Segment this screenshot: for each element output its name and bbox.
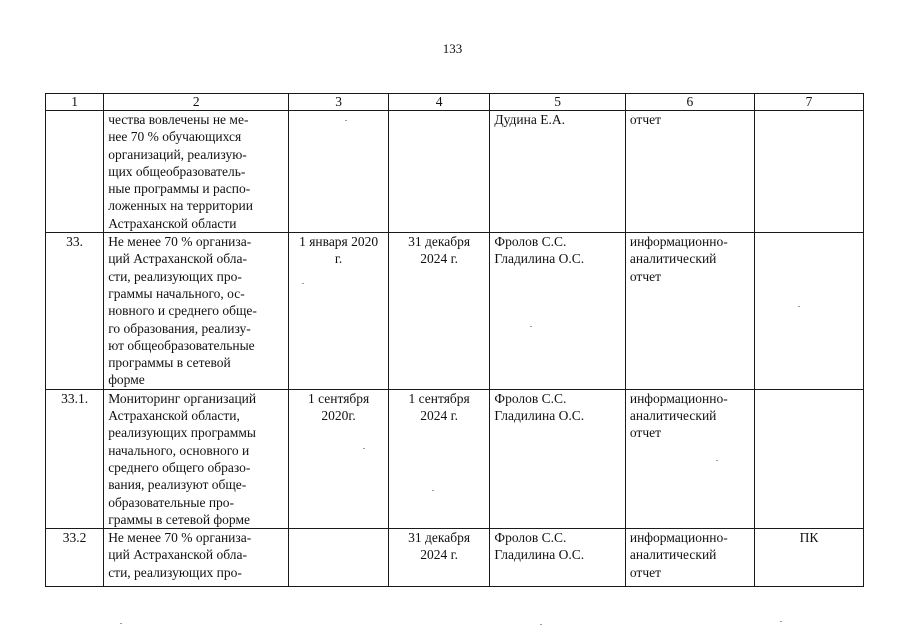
cell-text-line: ют общеобразовательные: [108, 337, 255, 353]
cell-description: [104, 233, 289, 390]
column-header-4: 4: [388, 94, 490, 111]
cell-number: 33.2: [46, 529, 104, 587]
cell-text-line: реализующих программы: [108, 425, 256, 441]
cell-result-form: [625, 529, 754, 587]
cell-text-line: Не менее 70 % организа-: [108, 530, 252, 546]
cell-responsible: [490, 389, 625, 528]
cell-text-line: информационно-: [629, 530, 728, 546]
cell-text-line: граммы начального, ос-: [108, 285, 245, 301]
cell-text-line: ций Астраханской обла-: [108, 547, 247, 563]
cell-text-line: щих общеобразователь-: [108, 163, 246, 179]
cell-text-line: 2024 г.: [420, 547, 459, 563]
cell-text-line: Астраханской области,: [108, 408, 240, 424]
cell-text-line: чества вовлечены не ме-: [108, 112, 249, 127]
cell-text-line: сти, реализующих про-: [108, 564, 242, 580]
cell-number: [46, 111, 104, 233]
cell-text-line: Фролов С.С.: [494, 390, 567, 406]
scan-speck: [432, 490, 434, 491]
cell-text-line: ций Астраханской обла-: [108, 251, 247, 267]
cell-text-line: граммы в сетевой форме: [108, 511, 250, 527]
cell-text-line: сти, реализующих про-: [108, 268, 242, 284]
cell-text-line: информационно-: [629, 234, 728, 250]
cell-text-line: 31 декабря: [408, 530, 471, 546]
cell-responsible: [490, 111, 625, 233]
cell-description: [104, 111, 289, 233]
scan-speck: [716, 460, 718, 461]
table-body: [46, 111, 864, 587]
cell-result-form: [625, 233, 754, 390]
cell-result-form: [625, 111, 754, 233]
cell-description: [104, 529, 289, 587]
cell-end-date: [388, 233, 490, 390]
scan-speck: [540, 624, 542, 625]
cell-text-line: отчет: [629, 268, 662, 284]
cell-text-line: отчет: [629, 112, 662, 127]
cell-text-line: отчет: [629, 425, 662, 441]
cell-text-line: программы в сетевой: [108, 355, 231, 371]
column-header-5: 5: [490, 94, 625, 111]
cell-text-line: Мониторинг организаций: [108, 390, 257, 406]
cell-text-line: нее 70 % обучающихся: [108, 129, 242, 145]
plan-table: [45, 93, 864, 587]
scan-speck: [798, 306, 800, 307]
cell-description: [104, 389, 289, 528]
cell-start-date: [289, 233, 388, 390]
cell-text-line: Не менее 70 % организа-: [108, 234, 252, 250]
cell-text-line: аналитический: [629, 408, 717, 424]
cell-indicator: [754, 111, 863, 233]
table-row: [46, 529, 864, 587]
cell-text-line: вания, реализуют обще-: [108, 477, 247, 493]
cell-text-line: организаций, реализую-: [108, 146, 247, 162]
cell-text-line: Фролов С.С.: [494, 530, 567, 546]
cell-text-line: аналитический: [629, 251, 717, 267]
column-header-7: 7: [754, 94, 863, 111]
cell-text-line: Фролов С.С.: [494, 234, 567, 250]
cell-text-line: го образования, реализу-: [108, 320, 251, 336]
cell-number: 33.1.: [46, 389, 104, 528]
cell-end-date: [388, 111, 490, 233]
page-number: 133: [442, 41, 463, 56]
header-row: [46, 94, 864, 111]
cell-number: 33.: [46, 233, 104, 390]
cell-text-line: аналитический: [629, 547, 717, 563]
cell-text-line: новного и среднего обще-: [108, 303, 257, 319]
cell-start-date: [289, 111, 388, 233]
column-header-6: 6: [625, 94, 754, 111]
column-header-1: 1: [46, 94, 104, 111]
cell-text-line: начального, основного и: [108, 442, 250, 458]
scan-speck: [345, 120, 347, 121]
cell-text-line: Гладилина О.С.: [494, 547, 585, 563]
cell-text-line: 1 января 2020: [299, 234, 379, 250]
table-row: [46, 111, 864, 233]
cell-indicator: [754, 233, 863, 390]
cell-text-line: информационно-: [629, 390, 728, 406]
cell-text-line: 2024 г.: [420, 251, 459, 267]
scan-speck: [302, 283, 304, 284]
scan-speck: [780, 621, 782, 622]
cell-text-line: образовательные про-: [108, 494, 235, 510]
column-header-3: 3: [289, 94, 388, 111]
cell-text-line: 1 сентября: [408, 390, 470, 406]
column-header-2: 2: [104, 94, 289, 111]
cell-indicator: [754, 389, 863, 528]
cell-responsible: [490, 233, 625, 390]
cell-text-line: отчет: [629, 564, 662, 580]
scan-speck: [363, 448, 365, 449]
cell-text-line: Дудина Е.А.: [494, 112, 565, 127]
cell-text-line: г.: [334, 251, 343, 267]
cell-start-date: [289, 529, 388, 587]
cell-text-line: 31 декабря: [408, 234, 471, 250]
cell-result-form: [625, 389, 754, 528]
cell-text-line: Гладилина О.С.: [494, 408, 585, 424]
cell-end-date: [388, 529, 490, 587]
table-row: [46, 233, 864, 390]
cell-text-line: 2024 г.: [420, 408, 459, 424]
scan-speck: [120, 623, 122, 624]
cell-text-line: Астраханской области: [108, 215, 237, 231]
cell-text-line: ные программы и распо-: [108, 181, 251, 197]
cell-indicator: ПК: [754, 529, 863, 587]
table-row: [46, 389, 864, 528]
table-header: [46, 94, 864, 111]
cell-responsible: [490, 529, 625, 587]
scan-speck: [530, 326, 532, 327]
cell-text-line: 2020г.: [321, 408, 356, 424]
cell-text-line: Гладилина О.С.: [494, 251, 585, 267]
cell-start-date: [289, 389, 388, 528]
cell-text-line: форме: [108, 372, 145, 388]
cell-text-line: среднего общего образо-: [108, 459, 251, 475]
cell-text-line: ложенных на территории: [108, 198, 254, 214]
cell-text-line: 1 сентября: [307, 390, 370, 406]
cell-end-date: [388, 389, 490, 528]
